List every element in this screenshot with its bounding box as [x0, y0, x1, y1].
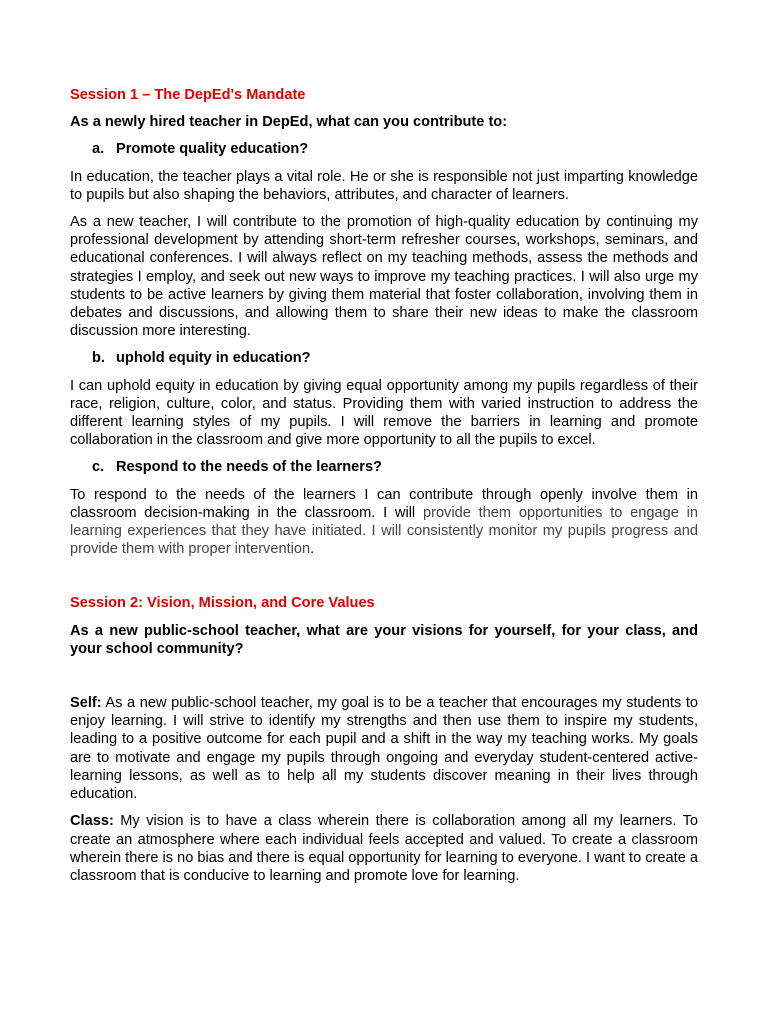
session-2-question: As a new public-school teacher, what are your visions for yourself, for your class, and your school community?	[70, 622, 698, 657]
subquestion-a-label: Promote quality education?	[116, 141, 309, 158]
answer-b-paragraph: I can uphold equity in education by giving equal opportunity among my pupils regardless of their race, religion, culture, color, and status. Providing them with varied instruction to address the different learning styles of my pupils. I will remove the barriers in learning and promote collaboration in the classroom and give more opportunity to all the pupils to excel.	[70, 377, 698, 449]
document-page	[70, 86, 698, 894]
session-1-question: As a newly hired teacher in DepEd, what can you contribute to:	[70, 114, 508, 131]
subquestion-b	[70, 349, 698, 367]
answer-a-paragraph-2: As a new teacher, I will contribute to the promotion of high-quality education by continuing my professional development by attending short-term refresher courses, workshops, seminars, and educational conferences. I will always reflect on my teaching methods, assess the methods and strategies I employ, and seek out new ways to improve my teaching practices. I will also urge my students to be active learners by giving them material that foster collaboration, involving them in debates and discussions, and allowing them to share their new ideas to make the classroom discussion more interesting.	[70, 214, 698, 340]
vision-class-paragraph	[70, 812, 698, 885]
question-spacer	[70, 667, 698, 694]
vision-self-text: As a new public-school teacher, my goal is to be a teacher that encourages my students to enjoy learning. I will strive to identify my strengths and then use them to inspire my students, leading to a positive outcome for each pupil and a shift in the way my teaching works. My goals are to motivate and engage my pupils through ongoing and everyday student-centered active-learning lessons, as well as to help all my students discover meaning in their lives through education.	[70, 695, 698, 803]
vision-self-lead: Self:	[70, 695, 102, 712]
subquestion-b-letter: b.	[92, 350, 105, 367]
subquestion-a-letter: a.	[92, 141, 105, 158]
subquestion-b-label: uphold equity in education?	[116, 350, 311, 367]
subquestion-c	[70, 458, 698, 476]
answer-c-part-1: To respond to the needs of the learners I can contribute through openly involve them in classroom decision-making in the classroom. I will	[70, 486, 698, 521]
vision-class-lead: Class:	[70, 813, 114, 830]
vision-class-text: My vision is to have a class wherein there is collaboration among all my learners. To create an atmosphere where each individual feels accepted and valued. To create a classroom wherein there is no bias and there is equal opportunity for learning to everyone. I want to create a classroom that is conducive to learning and promote love for learning.	[70, 813, 698, 884]
session-2-title: Session 2: Vision, Mission, and Core Values	[70, 595, 375, 612]
session-1-title: Session 1 – The DepEd's Mandate	[70, 87, 306, 103]
answer-a-paragraph-1: In education, the teacher plays a vital role. He or she is responsible not just imparting knowledge to pupils but also shaping the behaviors, attributes, and character of learners.	[70, 168, 698, 203]
vision-self-paragraph	[70, 694, 698, 803]
subquestion-a	[70, 140, 698, 158]
subquestion-c-label: Respond to the needs of the learners?	[116, 459, 382, 476]
answer-c-part-2: provide them opportunities to engage in learning experiences that they have initiated. I will consistently monitor my pupils progress and provide them with proper intervention	[70, 504, 698, 558]
answer-c-paragraph	[70, 486, 698, 559]
answer-c-part-3: .	[310, 541, 315, 558]
subquestion-c-letter: c.	[92, 459, 105, 476]
section-spacer	[70, 567, 698, 594]
